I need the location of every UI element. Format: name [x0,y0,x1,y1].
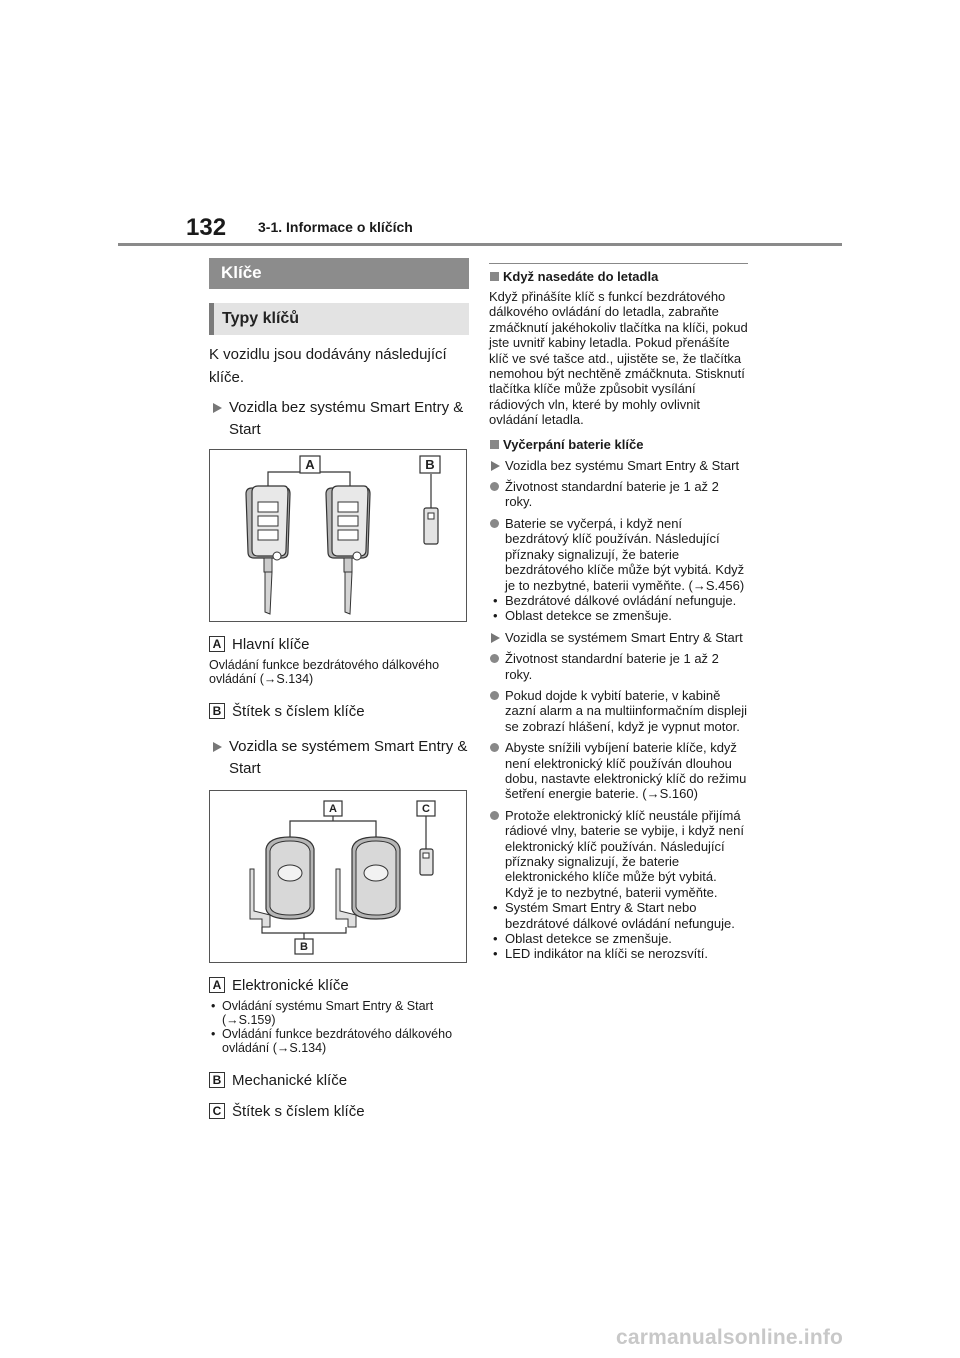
keys-illustration [210,450,466,621]
bullet-item: • Systém Smart Entry & Start nebo bezdrátové dálkové ovládání nefunguje. [489,900,748,931]
fig2-label-c: C [422,803,430,815]
badge-b: B [209,703,225,719]
fig2-label-b: B [300,941,308,953]
battery-g2-dot4: Protože elektronický klíč neustále přijímá rádiové vlny, baterie se vybije, i když není elektronický klíč používán. Následující příznaky signalizují, že baterie elektronického klíče může být vybitá. Když je to nezbytné, baterii vyměňte. [489,808,748,900]
battery-group1-heading: Vozidla bez systému Smart Entry & Start [489,458,748,473]
key-number-tag [424,508,438,544]
bullet-item: • LED indikátor na klíči se nerozsvítí. [489,946,748,961]
group2-heading [209,736,469,780]
electronic-key-1 [250,837,314,927]
battery-g2-dot1: Životnost standardní baterie je 1 až 2 roky. [489,651,748,682]
item-key-tag [209,701,469,721]
airplane-heading-text: Když nasedáte do letadla [503,269,659,284]
battery-g1-dot1: Životnost standardní baterie je 1 až 2 roky. [489,479,748,510]
key-tag-label: Štítek s číslem klíče [232,702,365,720]
bullet-item: • Bezdrátové dálkové ovládání nefunguje. [489,593,748,608]
battery-heading [489,437,748,453]
battery-g2-dot3: Abyste snížili vybíjení baterie klíče, když není elektronický klíč používán dlouhou dobu, nastavte elektronický klíč do režimu šetření energie baterie. (→S.160) [489,740,748,802]
watermark: carmanualsonline.info [616,1326,844,1349]
item-mechanical-keys [209,1070,469,1090]
electronic-key-number-tag [420,849,433,875]
main-keys-label: Hlavní klíče [232,635,310,653]
badge-b2: B [209,1072,225,1088]
badge-c: C [209,1103,225,1119]
bullet-item: • Oblast detekce se zmenšuje. [489,931,748,946]
right-top-rule [489,263,748,264]
battery-g1-dot2: Baterie se vyčerpá, i když není bezdrátový klíč používán. Následující příznaky signalizují, že baterie bezdrátového klíče může být vybitá. Když je to nezbytné, baterii vyměňte. (→S.456) [489,516,748,593]
section-title: Klíče [209,258,469,289]
figure-electronic-keys [209,790,467,963]
left-column [209,258,469,1121]
item-electronic-keys [209,975,469,995]
mechanical-keys-label: Mechanické klíče [232,1071,348,1089]
header-rule [118,243,842,246]
electronic-key-2 [336,837,400,927]
figure-conventional-keys [209,449,467,622]
item-key-tag-2 [209,1101,469,1121]
electronic-keys-illustration [210,791,466,962]
right-column [489,263,748,962]
electronic-keys-bullets [209,999,469,1055]
electronic-keys-label: Elektronické klíče [232,976,349,994]
key-tag-label-2: Štítek s číslem klíče [232,1102,365,1120]
bullet-item: • Oblast detekce se zmenšuje. [489,608,748,623]
badge-a: A [209,636,225,652]
page-number: 132 [186,214,227,241]
battery-group2-heading: Vozidla se systémem Smart Entry & Start [489,630,748,645]
bullet-item: • Ovládání systému Smart Entry & Start (→S.159) [209,999,469,1027]
battery-g2-dot2: Pokud dojde k vybití baterie, v kabině zazní alarm a na multiinformačním displeji se zobrazí hlášení, když je vypnut motor. [489,688,748,734]
fig1-label-b: B [425,457,435,472]
main-key-1 [246,486,290,614]
badge-a2: A [209,977,225,993]
item-main-keys [209,634,469,654]
group1-heading-text: Vozidla bez systému Smart Entry & Start [229,399,464,438]
group2-heading-text: Vozidla se systémem Smart Entry & Start [229,738,468,777]
fig2-label-a: A [329,803,337,815]
airplane-text: Když přinášíte klíč s funkcí bezdrátového dálkového ovládání do letadla, zabraňte zmáčknutí jakéhokoliv tlačítka na klíči, pokud jste uvnitř kabiny letadla. Pokud přenášíte klíč ve své tašce atd., ujistěte se, že tlačítka nemohou být nechtěně zmáčknuta. Stisknutí tlačítka klíče může způsobit vysílání rádiových vln, které by mohly ovlivnit ovládání letadla. [489,289,748,428]
fig1-label-a: A [305,457,315,472]
main-key-2 [326,486,370,614]
intro-text: K vozidlu jsou dodávány následující klíče. [209,346,447,386]
main-keys-description: Ovládání funkce bezdrátového dálkového ovládání (→S.134) [209,658,440,686]
chapter-title: 3-1. Informace o klíčích [258,219,413,235]
subsection-title: Typy klíčů [209,303,469,335]
bullet-item: • Ovládání funkce bezdrátového dálkového ovládání (→S.134) [209,1027,469,1055]
group1-heading [209,397,469,441]
airplane-heading [489,269,748,285]
battery-heading-text: Vyčerpání baterie klíče [503,436,644,452]
